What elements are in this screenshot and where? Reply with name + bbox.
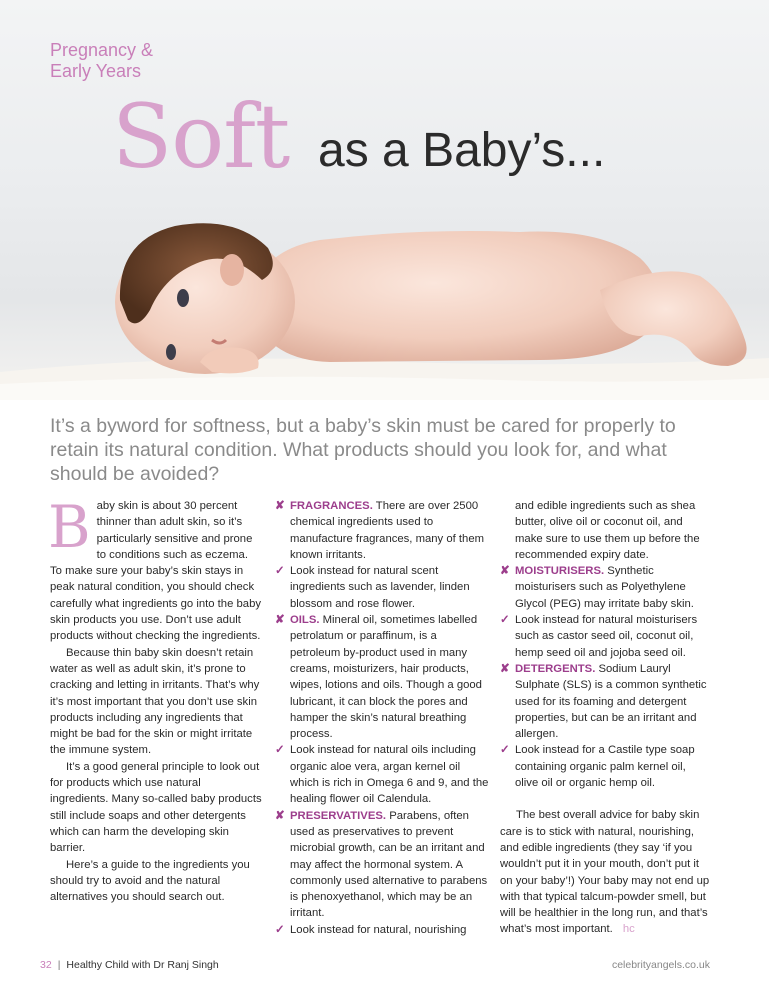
item-title: PRESERVATIVES. [290,809,387,822]
list-item-moisturisers [500,563,712,612]
list-item-oils [275,612,489,742]
item-text: Synthetic moisturisers such as Polyethylene Glycol (PEG) may irritate baby skin. [515,565,694,610]
intro-paragraph: It’s a byword for softness, but a baby’s skin must be cared for properly to retain its natural condition. What products should you look for, and what should be avoided? [50,415,676,485]
article-column-3 [500,498,712,938]
paragraph-2: Because thin baby skin doesn’t retain water as well as adult skin, it’s prone to cracking and letting in irritants. That’s why it’s most important that you don’t use skin products including any ingredients that might be bad for the skin or might irritate the immune system. [50,646,260,757]
section-tag-line1: Pregnancy & [50,40,154,60]
closing-text: The best overall advice for baby skin care is to stick with natural, nourishing, and edible ingredients (they say ‘if you wouldn’t put it in your mouth, don’t put it on your baby’!) Your baby may not end up with that typical talcum-powder smell, but will be healthier in the long run, and that’s what’s most important. [500,809,710,936]
article-column-2 [275,498,489,938]
section-tag-line2: Early Years [50,61,142,81]
drop-cap: B [48,493,91,561]
check-icon: ✓ [500,614,510,627]
item-text: Sodium Lauryl Sulphate (SLS) is a common synthetic used for its foaming and detergent properties, but can be an irritant and allergen. [515,662,707,741]
paragraph-1-text: aby skin is about 30 percent thinner than adult skin, so it’s particularly sensitive and prone to conditions such as eczema. To make sure your baby’s skin stays in peak natural condition, you should check carefully what ingredients go into the baby skin products you use. Don’t use adult products without checking the ingredients. [50,500,262,643]
headline-soft: Soft [112,85,290,188]
list-item-moisturisers-alt [500,612,712,661]
article-column-1 [48,493,262,905]
list-item-preservatives-alt [275,922,489,938]
check-icon: ✓ [275,923,285,936]
item-text: Look instead for natural scent ingredients such as lavender, linden blossom and rose flower. [290,565,470,610]
signoff: hc [622,923,635,936]
cross-icon: ✘ [275,614,285,627]
item-title: OILS. [290,614,320,627]
list-item-fragrances-alt [275,563,489,612]
list-item-preservatives-alt-cont [500,498,712,563]
page-footer [40,958,710,972]
list-item-detergents [500,661,712,742]
item-title: MOISTURISERS. [515,565,605,578]
item-text: Parabens, often used as preservatives to prevent microbial growth, can be an irritant and may affect the hormonal system. A commonly used alternative to parabens is phenoxyethanol, which may be an irritant. [290,809,488,920]
item-text: Mineral oil, sometimes labelled petrolatum or paraffinum, is a petroleum by-product used in many creams, moisturizers, hair products, wipes, lotions and oils. Though a good lubricant, it can block the pores and hamper the skin’s natural breathing process. [290,614,482,741]
list-item-detergents-alt [500,742,712,791]
item-text: Look instead for natural, nourishing [290,923,467,936]
check-icon: ✓ [275,744,285,757]
item-title: FRAGRANCES. [290,500,373,512]
paragraph-4: Here’s a guide to the ingredients you should try to avoid and the natural alternatives you should search out. [50,858,250,904]
item-text: Look instead for natural moisturisers such as castor seed oil, coconut oil, hemp seed oil and jojoba seed oil. [515,614,698,659]
item-title: DETERGENTS. [515,662,596,675]
paragraph-3: It’s a good general principle to look out for products which use natural ingredients. Many so-called baby products still include soaps and other detergents which can harm the developing skin barrier. [50,760,262,855]
cross-icon: ✘ [500,662,510,675]
section-tag [50,40,153,82]
cross-icon: ✘ [275,809,285,822]
publication-name: Healthy Child with Dr Ranj Singh [66,959,219,971]
website-link[interactable]: celebrityangels.co.uk [611,959,710,971]
check-icon: ✓ [500,744,510,757]
cross-icon: ✘ [275,500,285,512]
closing-paragraph [500,807,712,937]
item-text: There are over 2500 chemical ingredients used to manufacture fragrances, many of them known irritants. [290,500,485,561]
item-text: Look instead for natural oils including organic aloe vera, argan kernel oil which is rich in Omega 6 and 9, and the healing flower oil Calendula. [290,744,489,806]
footer-separator: | [57,959,61,971]
list-item-preservatives [275,808,489,922]
list-item-oils-alt [275,742,489,807]
paragraph-1 [48,493,262,645]
item-text: Look instead for a Castile type soap containing organic palm kernel oil, olive oil or organic hemp oil. [515,744,695,790]
headline-rest: as a Baby’s... [318,124,606,177]
cross-icon: ✘ [500,565,510,578]
check-icon: ✓ [275,565,285,578]
item-text: and edible ingredients such as shea butter, olive oil or coconut oil, and make sure to use them up before the recommended expiry date. [515,500,700,561]
page-number: 32 [40,959,52,971]
list-item-fragrances [275,498,489,563]
hero-photo-area [0,0,769,400]
